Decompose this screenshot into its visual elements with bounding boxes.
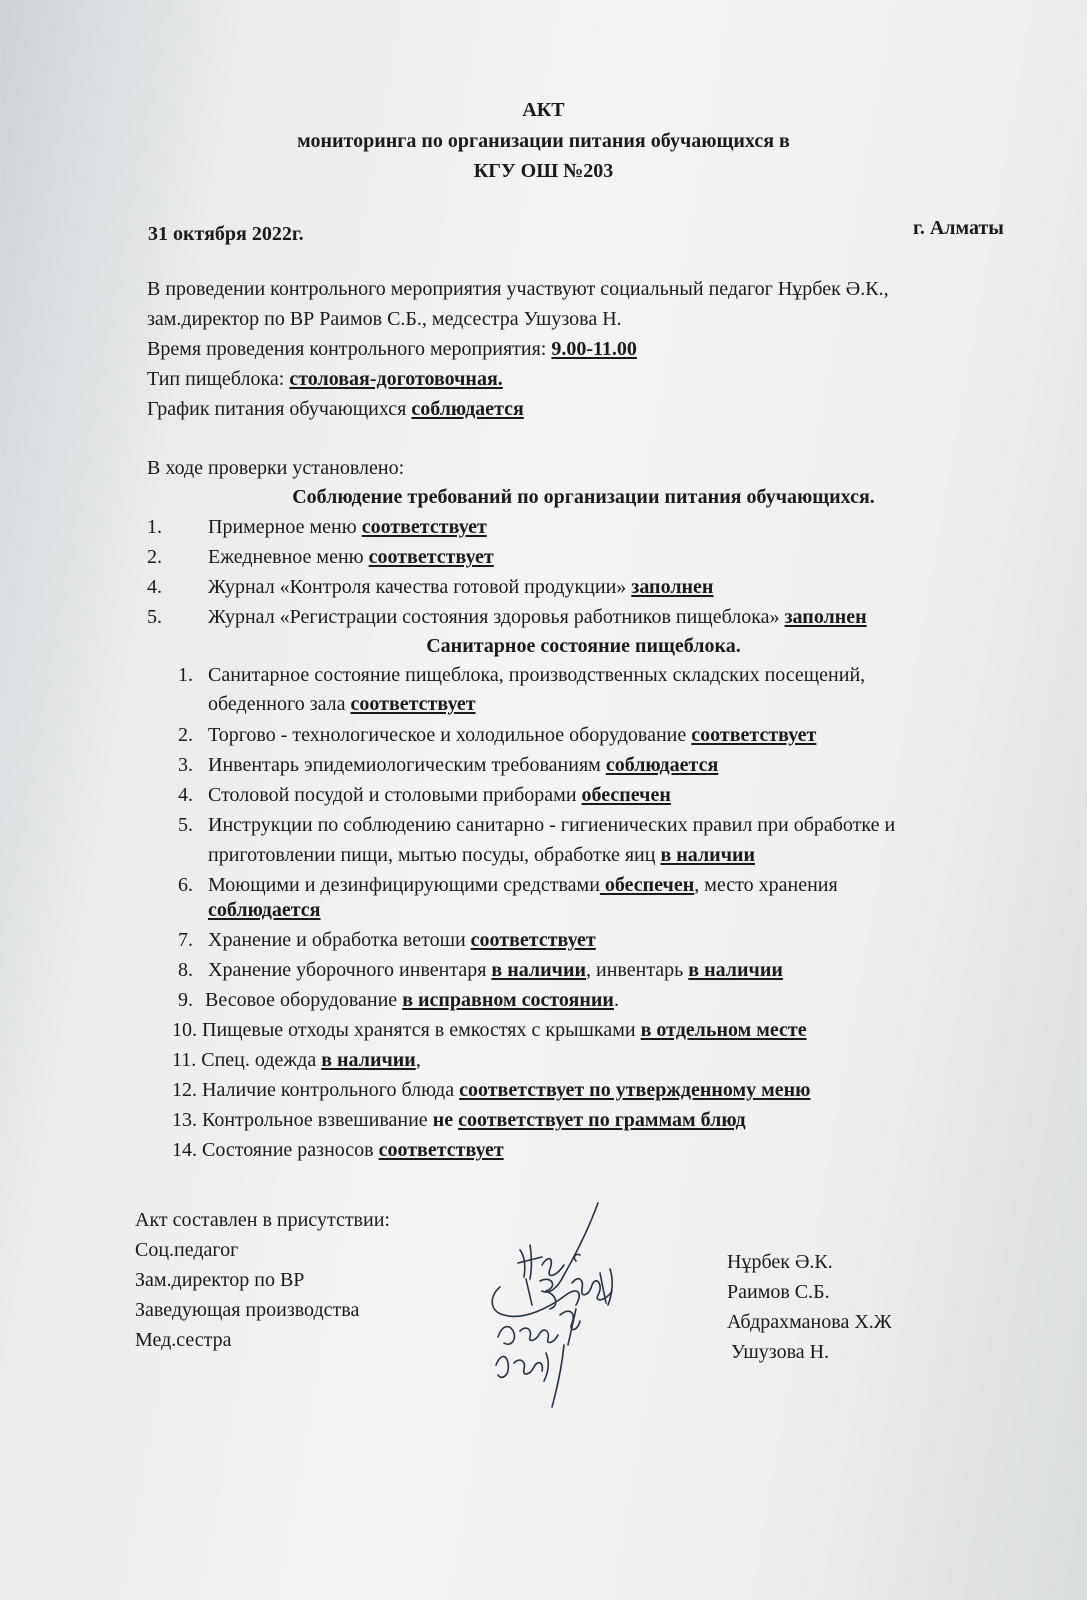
footer-role: Мед.сестра <box>135 1329 232 1351</box>
s1-item-num: 2. <box>147 546 162 568</box>
doc-subtitle-1: мониторинга по организации питания обучающихся в <box>297 130 790 152</box>
section2-heading: Санитарное состояние пищеблока. <box>426 635 741 657</box>
time-value: 9.00-11.00 <box>551 338 637 360</box>
s2-item-11: 11. Спец. одежда в наличии, <box>172 1049 421 1071</box>
s2-item-1-line-1: Санитарное состояние пищеблока, производственных складских посещений, <box>208 664 866 686</box>
doc-date: 31 октября 2022г. <box>148 223 304 245</box>
s2-item-9: Весовое оборудование в исправном состоянии. <box>205 989 619 1011</box>
intro-line-2: зам.директор по ВР Раимов С.Б., медсестра Ушузова Н. <box>147 308 622 330</box>
s2-item-num: 5. <box>178 814 193 836</box>
s2-item-3: Инвентарь эпидемиологическим требованиям соблюдается <box>208 754 719 776</box>
s1-item-num: 5. <box>147 606 162 628</box>
doc-city: г. Алматы <box>913 217 1004 239</box>
s2-item-1-line-2: обеденного зала соответствует <box>208 693 476 715</box>
s2-item-num: 2. <box>178 724 193 746</box>
s1-item: Журнал «Регистрации состояния здоровья работников пищеблока» заполнен <box>208 606 867 628</box>
footer-present: Акт составлен в присутствии: <box>135 1209 390 1231</box>
intro-schedule: График питания обучающихся соблюдается <box>147 398 524 420</box>
s1-item-num: 1. <box>147 516 162 538</box>
section1-heading: Соблюдение требований по организации питания обучающихся. <box>292 486 875 508</box>
footer-role: Зам.директор по ВР <box>135 1269 305 1291</box>
intro-found: В ходе проверки установлено: <box>147 457 405 479</box>
s2-item-4: Столовой посудой и столовыми приборами обеспечен <box>208 784 671 806</box>
s2-item-5-line-1: Инструкции по соблюдению санитарно - гигиенических правил при обработке и <box>208 814 896 836</box>
s1-item-num: 4. <box>147 576 162 598</box>
doc-title: АКТ <box>522 99 565 121</box>
s2-item-num: 4. <box>178 784 193 806</box>
s2-item-13: 13. Контрольное взвешивание не соответствует по граммам блюд <box>172 1109 746 1131</box>
s2-item-6-line-2: соблюдается <box>208 899 321 921</box>
s2-item-14: 14. Состояние разносов соответствует <box>172 1139 504 1161</box>
type-value: столовая-доготовочная. <box>289 368 503 390</box>
s2-item-8: Хранение уборочного инвентаря в наличии, инвентарь в наличии <box>208 959 783 981</box>
handwritten-signatures <box>480 1195 650 1425</box>
footer-name: Абдрахманова Х.Ж <box>727 1311 892 1333</box>
footer-name: Нұрбек Ә.К. <box>727 1251 833 1273</box>
s2-item-num: 3. <box>178 754 193 776</box>
footer-role: Заведующая производства <box>135 1299 360 1321</box>
intro-line-1: В проведении контрольного мероприятия участвуют социальный педагог Нұрбек Ә.К., <box>147 278 889 300</box>
s1-item: Примерное меню соответствует <box>208 516 487 538</box>
doc-subtitle-2: КГУ ОШ №203 <box>473 160 614 182</box>
schedule-value: соблюдается <box>411 398 524 420</box>
intro-time: Время проведения контрольного мероприятия: 9.00-11.00 <box>147 338 637 360</box>
s2-item-num: 8. <box>178 959 193 981</box>
footer-role: Соц.педагог <box>135 1239 239 1261</box>
s2-item-num: 9. <box>178 989 193 1011</box>
s1-item: Журнал «Контроля качества готовой продукции» заполнен <box>208 576 714 598</box>
s2-item-12: 12. Наличие контрольного блюда соответствует по утвержденному меню <box>172 1079 811 1101</box>
s2-item-10: 10. Пищевые отходы хранятся в емкостях с крышками в отдельном месте <box>172 1019 807 1041</box>
s2-item-num: 6. <box>178 874 193 896</box>
footer-name: Ушузова Н. <box>731 1341 830 1363</box>
s2-item-num: 1. <box>178 664 193 686</box>
s2-item-6-line-1: Моющими и дезинфицирующими средствами обеспечен, место хранения <box>208 874 838 896</box>
s2-item-num: 7. <box>178 929 193 951</box>
s1-item: Ежедневное меню соответствует <box>208 546 494 568</box>
intro-type: Тип пищеблока: столовая-доготовочная. <box>147 368 503 390</box>
s2-item-7: Хранение и обработка ветоши соответствует <box>208 929 596 951</box>
s2-item-2: Торгово - технологическое и холодильное оборудование соответствует <box>208 724 817 746</box>
footer-name: Раимов С.Б. <box>727 1281 830 1303</box>
s2-item-5-line-2: приготовлении пищи, мытью посуды, обработке яиц в наличии <box>208 844 756 866</box>
